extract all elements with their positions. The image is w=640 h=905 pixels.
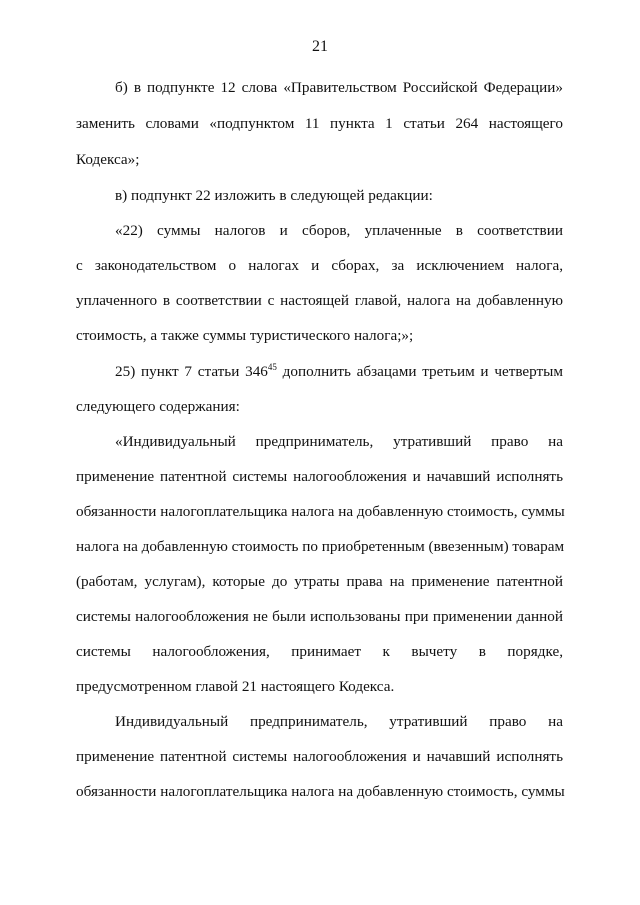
paragraph-b-line-3: Кодекса»; — [76, 151, 140, 168]
quote-paragraph-1-line-3: обязанности налогоплательщика налога на добавленную стоимость, суммы — [76, 503, 565, 520]
subparagraph-22-line-4: стоимость, а также суммы туристического налога;»; — [76, 327, 414, 344]
item-25-text-after: дополнить абзацами третьим и четвертым — [276, 363, 564, 380]
paragraph-b-line-2: заменить словами «подпунктом 11 пункта 1 статьи 264 настоящего — [76, 115, 563, 132]
quote-paragraph-2-line-3: обязанности налогоплательщика налога на добавленную стоимость, суммы — [76, 783, 565, 800]
item-25-line-1 — [115, 362, 563, 382]
quote-paragraph-1-line-5: (работам, услугам), которые до утраты права на применение патентной — [76, 573, 563, 590]
article-superscript: 45 — [267, 361, 277, 372]
subparagraph-22-line-1: «22) суммы налогов и сборов, уплаченные в соответствии — [115, 222, 563, 239]
subparagraph-22-line-2: с законодательством о налогах и сборах, за исключением налога, — [76, 257, 563, 274]
quote-paragraph-2-line-2: применение патентной системы налогообложения и начавший исполнять — [76, 748, 563, 765]
quote-paragraph-1-line-6: системы налогообложения не были использованы при применении данной — [76, 608, 563, 625]
item-25-text-before: 25) пункт 7 статьи 346 — [115, 363, 268, 380]
quote-paragraph-1-line-1: «Индивидуальный предприниматель, утративший право на — [115, 433, 563, 450]
quote-paragraph-1-line-8: предусмотренном главой 21 настоящего Кодекса. — [76, 678, 395, 695]
subparagraph-22-line-3: уплаченного в соответствии с настоящей главой, налога на добавленную — [76, 292, 563, 309]
quote-paragraph-1-line-4: налога на добавленную стоимость по приобретенным (ввезенным) товарам — [76, 538, 565, 555]
page-number: 21 — [312, 38, 328, 55]
item-25-line-2: следующего содержания: — [76, 398, 240, 415]
paragraph-v-line-1: в) подпункт 22 изложить в следующей редакции: — [115, 187, 433, 204]
quote-paragraph-2-line-1: Индивидуальный предприниматель, утративший право на — [115, 713, 563, 730]
quote-paragraph-1-line-2: применение патентной системы налогообложения и начавший исполнять — [76, 468, 563, 485]
paragraph-b-line-1: б) в подпункте 12 слова «Правительством Российской Федерации» — [115, 79, 563, 96]
quote-paragraph-1-line-7: системы налогообложения, принимает к вычету в порядке, — [76, 643, 563, 660]
